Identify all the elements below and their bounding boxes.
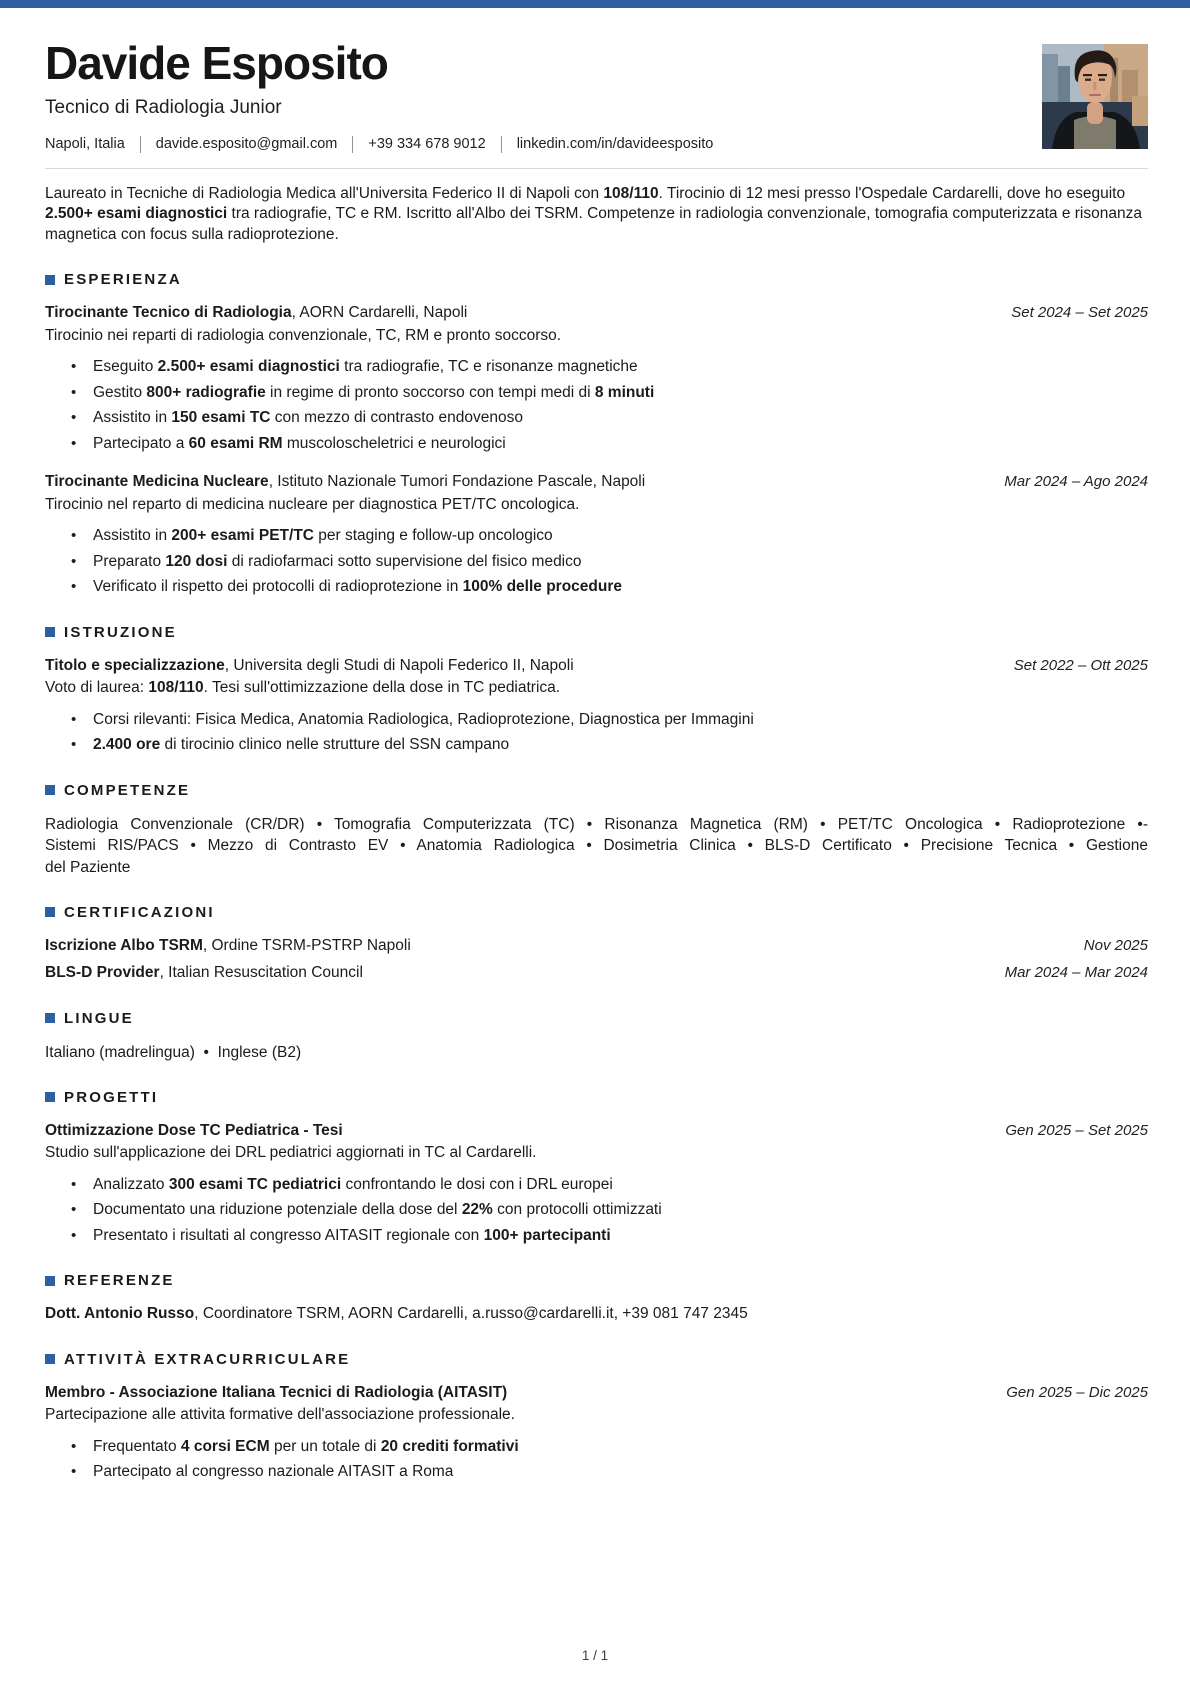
text-run: , Universita degli Studi di Napoli Federico II, Napoli — [224, 656, 574, 674]
bullet-item — [93, 383, 1148, 404]
bullet-item — [93, 577, 1148, 598]
section-lingue — [45, 1010, 1148, 1063]
section-heading — [45, 1272, 1148, 1289]
text-run: con mezzo di contrasto endovenoso — [270, 409, 523, 427]
text-run: , Italian Resuscitation Council — [159, 964, 363, 982]
section-heading — [45, 782, 1148, 799]
section-heading-label: CERTIFICAZIONI — [64, 903, 215, 921]
entry-date: Gen 2025 – Set 2025 — [1005, 1121, 1148, 1139]
entry-date: Mar 2024 – Ago 2024 — [1004, 473, 1148, 491]
text-run-bold: 300 esami TC pediatrici — [168, 1175, 342, 1193]
section-marker-icon — [45, 627, 55, 637]
contact-phone: +39 334 678 9012 — [368, 136, 486, 153]
text-run-bold: Titolo e specializzazione — [45, 656, 225, 674]
section-heading — [45, 271, 1148, 288]
text-run-bold: Iscrizione Albo TSRM — [45, 936, 203, 954]
text-run-bold: Tirocinante Medicina Nucleare — [45, 473, 269, 491]
contact-separator — [501, 136, 502, 153]
text-run-bold: 2.400 ore — [93, 736, 161, 754]
text-run-bold: 100+ partecipanti — [483, 1226, 611, 1244]
entry — [45, 1383, 1148, 1483]
text-line: del Paziente — [45, 858, 131, 876]
text-run-bold: 108/110 — [603, 184, 659, 202]
contact-row — [45, 136, 1148, 153]
text-run: , Ordine TSRM-PSTRP Napoli — [202, 936, 411, 954]
section-marker-icon — [45, 1354, 55, 1364]
text-run: di tirocinio clinico nelle strutture del SSN campano — [160, 736, 510, 754]
contact-separator — [140, 136, 141, 153]
bullet-item — [93, 1175, 1148, 1196]
text-run-bold: 100% delle procedure — [462, 578, 622, 596]
entry-title — [45, 963, 363, 984]
text-run-bold: Membro - Associazione Italiana Tecnici di Radiologia (AITASIT) — [45, 1383, 508, 1401]
section-marker-icon — [45, 275, 55, 285]
entry-header — [45, 936, 1148, 957]
section-heading — [45, 1010, 1148, 1027]
entry-title — [45, 1383, 507, 1404]
text-run: Partecipato a — [93, 434, 189, 452]
text-run: Gestito — [93, 383, 147, 401]
entry — [45, 472, 1148, 598]
section-marker-icon — [45, 907, 55, 917]
entry-header — [45, 303, 1148, 324]
entry-subtitle — [45, 495, 1148, 516]
entry-header — [45, 1121, 1148, 1142]
entry-header — [45, 472, 1148, 493]
text-run-bold: 2.500+ esami diagnostici — [45, 205, 228, 223]
entry-date: Nov 2025 — [1083, 936, 1148, 954]
section-heading-label: ATTIVITÀ EXTRACURRICULARE — [64, 1350, 351, 1368]
text-run: . Tesi sull'ottimizzazione della dose in TC pediatrica. — [203, 679, 561, 697]
text-run: Studio sull'applicazione dei DRL pediatrici aggiornati in TC al Cardarelli. — [45, 1144, 537, 1162]
bullet-item — [93, 552, 1148, 573]
section-heading — [45, 624, 1148, 641]
section-heading — [45, 1089, 1148, 1106]
text-run-bold: 22% — [461, 1201, 493, 1219]
text-line: Radiologia Convenzionale (CR/DR) • Tomografia Computerizzata (TC) • Risonanza Magnetica (RM) • PET/TC Oncologica • Radioprotezione •- — [45, 815, 1148, 833]
text-run: . Tirocinio di 12 mesi presso l'Ospedale Cardarelli, dove ho eseguito — [658, 184, 1126, 202]
bullet-item — [93, 434, 1148, 455]
text-run: in regime di pronto soccorso con tempi medi di — [265, 383, 595, 401]
text-run: , Coordinatore TSRM, AORN Cardarelli, a.russo@cardarelli.it, +39 081 747 2345 — [194, 1305, 748, 1323]
text-run-bold: 8 minuti — [594, 383, 655, 401]
section-certificazioni — [45, 904, 1148, 984]
bullet-item — [93, 710, 1148, 731]
text-run: tra radiografie, TC e risonanze magnetiche — [339, 358, 638, 376]
section-heading — [45, 1351, 1148, 1368]
entry-date: Set 2022 – Ott 2025 — [1013, 656, 1148, 674]
page-title: Davide Esposito — [45, 37, 388, 89]
text-line: Italiano (madrelingua) • Inglese (B2) — [45, 1043, 302, 1061]
text-run: Frequentato — [93, 1437, 181, 1455]
sections-container — [45, 271, 1148, 1483]
section-heading-label: COMPETENZE — [64, 781, 191, 799]
text-run: con protocolli ottimizzati — [492, 1201, 662, 1219]
profile-photo — [1042, 44, 1148, 149]
contact-email: davide.esposito@gmail.com — [155, 136, 338, 153]
contact-location: Napoli, Italia — [45, 136, 125, 153]
text-run: Partecipazione alle attivita formative dell'associazione professionale. — [45, 1406, 515, 1424]
contact-linkedin: linkedin.com/in/davideesposito — [516, 136, 714, 153]
bullet-item — [93, 408, 1148, 429]
section-competenze — [45, 782, 1148, 878]
header-divider — [45, 168, 1148, 169]
text-run: per staging e follow-up oncologico — [313, 527, 553, 545]
entry — [45, 1304, 1148, 1325]
text-run-bold: 200+ esami PET/TC — [171, 527, 314, 545]
text-run: Corsi rilevanti: Fisica Medica, Anatomia Radiologica, Radioprotezione, Diagnostica per Immagini — [93, 710, 754, 728]
text-run: Partecipato al congresso nazionale AITASIT a Roma — [93, 1463, 454, 1481]
text-run: Analizzato — [93, 1175, 169, 1193]
bullet-list — [45, 357, 1148, 454]
entry-subtitle — [45, 326, 1148, 347]
text-run: Assistito in — [93, 527, 172, 545]
entry-title — [45, 1121, 343, 1142]
text-run: , Istituto Nazionale Tumori Fondazione Pascale, Napoli — [268, 473, 646, 491]
section-referenze — [45, 1272, 1148, 1325]
entry-date: Mar 2024 – Mar 2024 — [1004, 964, 1148, 982]
section-attivita-extracurriculare — [45, 1351, 1148, 1483]
text-run-bold: 108/110 — [148, 679, 204, 697]
entry-subtitle — [45, 678, 1148, 699]
section-marker-icon — [45, 785, 55, 795]
entry-header — [45, 1383, 1148, 1404]
section-heading-label: PROGETTI — [64, 1088, 159, 1106]
text-run-bold: Ottimizzazione Dose TC Pediatrica - Tesi — [45, 1121, 343, 1139]
text-line: Sistemi RIS/PACS • Mezzo di Contrasto EV • Anatomia Radiologica • Dosimetria Clinica • BLS-D Certificato • Precisione Tecnica • Gestione — [45, 837, 1148, 855]
text-run-bold: 60 esami RM — [188, 434, 283, 452]
bullet-item — [93, 735, 1148, 756]
section-heading — [45, 904, 1148, 921]
entry-header — [45, 656, 1148, 677]
text-run: Eseguito — [93, 358, 158, 376]
text-run: Laureato in Tecniche di Radiologia Medica all'Universita Federico II di Napoli con — [45, 184, 604, 202]
job-title: Tecnico di Radiologia Junior — [45, 96, 282, 118]
entry-subtitle — [45, 1405, 1148, 1426]
text-run-bold: 150 esami TC — [171, 409, 271, 427]
text-run: Assistito in — [93, 409, 172, 427]
text-run-bold: 2.500+ esami diagnostici — [157, 358, 340, 376]
text-run-bold: Dott. Antonio Russo — [45, 1305, 195, 1323]
text-run-bold: 800+ radiografie — [146, 383, 266, 401]
text-run: Tirocinio nei reparti di radiologia convenzionale, TC, RM e pronto soccorso. — [45, 326, 562, 344]
section-esperienza — [45, 271, 1148, 598]
bullet-item — [93, 357, 1148, 378]
section-heading-label: ESPERIENZA — [64, 271, 182, 289]
text-run: di radiofarmaci sotto supervisione del fisico medico — [227, 552, 582, 570]
bullet-list — [45, 1437, 1148, 1483]
entry — [45, 656, 1148, 756]
entry-title — [45, 936, 411, 957]
bullet-item — [93, 1437, 1148, 1458]
text-run: Voto di laurea: — [45, 679, 149, 697]
text-run: Documentato una riduzione potenziale della dose del — [93, 1201, 462, 1219]
bullet-item — [93, 1462, 1148, 1483]
entry-title — [45, 1304, 748, 1325]
entry-date: Gen 2025 – Dic 2025 — [1006, 1383, 1148, 1401]
top-accent-bar — [0, 0, 1190, 8]
bullet-item — [93, 526, 1148, 547]
text-run-bold: 4 corsi ECM — [180, 1437, 270, 1455]
bullet-list — [45, 1175, 1148, 1247]
entry — [45, 963, 1148, 984]
text-run: tra radiografie, TC e RM. Iscritto all'Albo dei TSRM. Competenze in radiologia convenzionale, tomografia computerizzata e risonanza magnetica con focus sulla radioprotezione. — [45, 205, 1142, 243]
entry-date: Set 2024 – Set 2025 — [1011, 304, 1148, 322]
bullet-item — [93, 1226, 1148, 1247]
text-run: per un totale di — [269, 1437, 381, 1455]
page-indicator: 1 / 1 — [581, 1648, 609, 1663]
entry-header — [45, 1304, 1148, 1325]
section-marker-icon — [45, 1013, 55, 1023]
summary-paragraph — [45, 184, 1148, 246]
text-run: Tirocinio nel reparto di medicina nucleare per diagnostica PET/TC oncologica. — [45, 495, 580, 513]
text-run: Preparato — [93, 552, 166, 570]
text-run: Verificato il rispetto dei protocolli di radioprotezione in — [93, 578, 463, 596]
entry-subtitle — [45, 1143, 1148, 1164]
text-run: Presentato i risultati al congresso AITASIT regionale con — [93, 1226, 484, 1244]
portrait-illustration — [1042, 44, 1148, 149]
text-run: confrontando le dosi con i DRL europei — [341, 1175, 613, 1193]
section-marker-icon — [45, 1092, 55, 1102]
entry — [45, 936, 1148, 957]
entry-title — [45, 656, 574, 677]
contact-separator — [352, 136, 353, 153]
section-heading-label: ISTRUZIONE — [64, 623, 177, 641]
bullet-list — [45, 526, 1148, 598]
entry — [45, 303, 1148, 454]
bullet-item — [93, 1200, 1148, 1221]
section-heading-label: LINGUE — [64, 1009, 134, 1027]
text-run-bold: 120 dosi — [165, 552, 228, 570]
text-run-bold: BLS-D Provider — [45, 964, 160, 982]
text-run-bold: Tirocinante Tecnico di Radiologia — [45, 304, 292, 322]
section-marker-icon — [45, 1276, 55, 1286]
text-run: muscoloscheletrici e neurologici — [282, 434, 506, 452]
entry-title — [45, 472, 645, 493]
text-run: , AORN Cardarelli, Napoli — [291, 304, 468, 322]
entry — [45, 1121, 1148, 1247]
section-progetti — [45, 1089, 1148, 1247]
section-heading-label: REFERENZE — [64, 1272, 175, 1290]
section-istruzione — [45, 624, 1148, 756]
bullet-list — [45, 710, 1148, 756]
text-run-bold: 20 crediti formativi — [380, 1437, 519, 1455]
entry-title — [45, 303, 467, 324]
entry-header — [45, 963, 1148, 984]
